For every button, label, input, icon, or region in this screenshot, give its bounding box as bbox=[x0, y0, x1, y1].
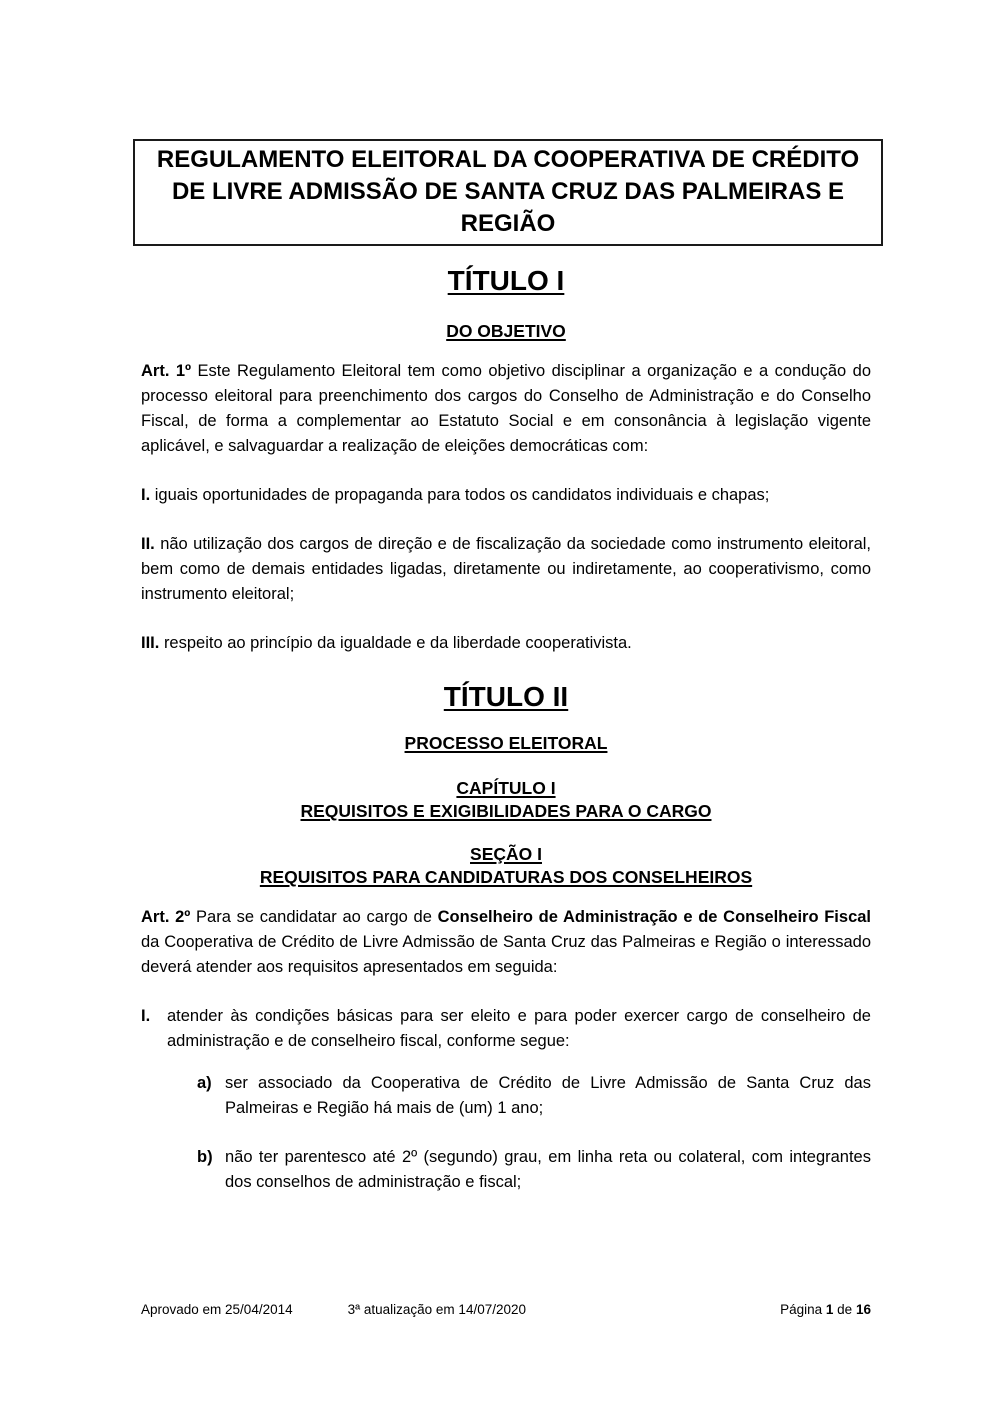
titulo-2-heading-text: TÍTULO II bbox=[443, 681, 569, 712]
footer-page-of: de bbox=[837, 1302, 853, 1317]
objetivo-subheading-text: DO OBJETIVO bbox=[446, 321, 566, 341]
titulo-1-heading-text: TÍTULO I bbox=[447, 265, 565, 296]
footer-approved-date: Aprovado em 25/04/2014 bbox=[141, 1302, 293, 1317]
capitulo-1-line1 bbox=[141, 777, 871, 800]
capitulo-1-line2-text: REQUISITOS E EXIGIBILIDADES PARA O CARGO bbox=[300, 801, 712, 821]
capitulo-1-line1-text: CAPÍTULO I bbox=[456, 778, 556, 798]
article-1-paragraph bbox=[141, 359, 871, 459]
article-1-item-2 bbox=[141, 532, 871, 607]
document-body bbox=[141, 359, 871, 656]
article-2-subitem-b bbox=[197, 1145, 871, 1195]
article-2-label: Art. 2º bbox=[141, 908, 191, 926]
footer-page-label: Página bbox=[780, 1302, 823, 1317]
processo-eleitoral-subheading bbox=[141, 732, 871, 755]
footer-left-group bbox=[141, 1301, 526, 1318]
article-1-item-1-marker: I. bbox=[141, 486, 151, 504]
article-2-item-i-marker: I. bbox=[141, 1007, 151, 1025]
article-1-text: Este Regulamento Eleitoral tem como objetivo disciplinar a organização e a condução do processo eleitoral para preenchimento dos cargos do Conselho de Administração e do Conselho Fiscal, de forma a complementar ao Estatuto Social e em consonância à legislação vigente aplicável, e salvaguardar a realização de eleições democráticas com: bbox=[141, 362, 871, 455]
capitulo-1-line2 bbox=[141, 800, 871, 823]
article-1-item-3-text: respeito ao princípio da igualdade e da liberdade cooperativista. bbox=[163, 634, 632, 652]
article-2-subitem-a bbox=[197, 1071, 871, 1121]
secao-1-line2 bbox=[141, 866, 871, 889]
footer-page-total: 16 bbox=[855, 1302, 871, 1317]
article-2-item-i-text: atender às condições básicas para ser eleito e para poder exercer cargo de conselheiro de administração e de conselheiro fiscal, conforme segue: bbox=[167, 1007, 871, 1050]
article-1-item-1-text: iguais oportunidades de propaganda para todos os candidatos individuais e chapas; bbox=[154, 486, 770, 504]
article-2-paragraph bbox=[141, 905, 871, 980]
article-2-subitem-a-marker: a) bbox=[197, 1074, 212, 1092]
secao-1-line1-text: SEÇÃO I bbox=[470, 844, 542, 864]
article-1-item-2-text: não utilização dos cargos de direção e de fiscalização da sociedade como instrumento eleitoral, bem como de demais entidades ligadas, diretamente ou indiretamente, ao cooperativismo, como instrumento eleitoral; bbox=[141, 535, 871, 603]
footer-update-date: 3ª atualização em 14/07/2020 bbox=[347, 1302, 526, 1317]
titulo-1-heading bbox=[141, 264, 871, 298]
article-2-bold-text: Conselheiro de Administração e de Conselheiro Fiscal bbox=[437, 908, 872, 926]
article-1-label: Art. 1º bbox=[141, 362, 192, 380]
article-2-subitem-b-text: não ter parentesco até 2º (segundo) grau, em linha reta ou colateral, com integrantes dos conselhos de administração e fiscal; bbox=[225, 1148, 871, 1191]
article-2-subitem-a-text: ser associado da Cooperativa de Crédito de Livre Admissão de Santa Cruz das Palmeiras e Região há mais de (um) 1 ano; bbox=[225, 1074, 871, 1117]
titulo-2-heading bbox=[141, 680, 871, 714]
document-title-box bbox=[133, 139, 883, 246]
article-1-item-3 bbox=[141, 631, 871, 656]
article-2-subitem-b-marker: b) bbox=[197, 1148, 213, 1166]
processo-eleitoral-subheading-text: PROCESSO ELEITORAL bbox=[404, 733, 608, 753]
secao-1-heading bbox=[141, 843, 871, 889]
footer-page-current: 1 bbox=[825, 1302, 834, 1317]
page-footer bbox=[141, 1301, 871, 1318]
article-2-text-1: Para se candidatar ao cargo de bbox=[196, 908, 432, 926]
article-2-item-i bbox=[141, 1004, 871, 1054]
capitulo-1-heading bbox=[141, 777, 871, 823]
article-1-item-2-marker: II. bbox=[141, 535, 155, 553]
secao-1-line2-text: REQUISITOS PARA CANDIDATURAS DOS CONSELHEIROS bbox=[259, 867, 753, 887]
footer-page-number bbox=[780, 1301, 871, 1318]
article-1-item-1 bbox=[141, 483, 871, 508]
secao-1-line1 bbox=[141, 843, 871, 866]
article-2-text-2: da Cooperativa de Crédito de Livre Admissão de Santa Cruz das Palmeiras e Região o interessado deverá atender aos requisitos apresentados em seguida: bbox=[141, 933, 871, 976]
document-body-2 bbox=[141, 905, 871, 1195]
objetivo-subheading bbox=[141, 320, 871, 343]
document-title: REGULAMENTO ELEITORAL DA COOPERATIVA DE CRÉDITO DE LIVRE ADMISSÃO DE SANTA CRUZ DAS PALMEIRAS E REGIÃO bbox=[156, 146, 860, 237]
article-1-item-3-marker: III. bbox=[141, 634, 160, 652]
